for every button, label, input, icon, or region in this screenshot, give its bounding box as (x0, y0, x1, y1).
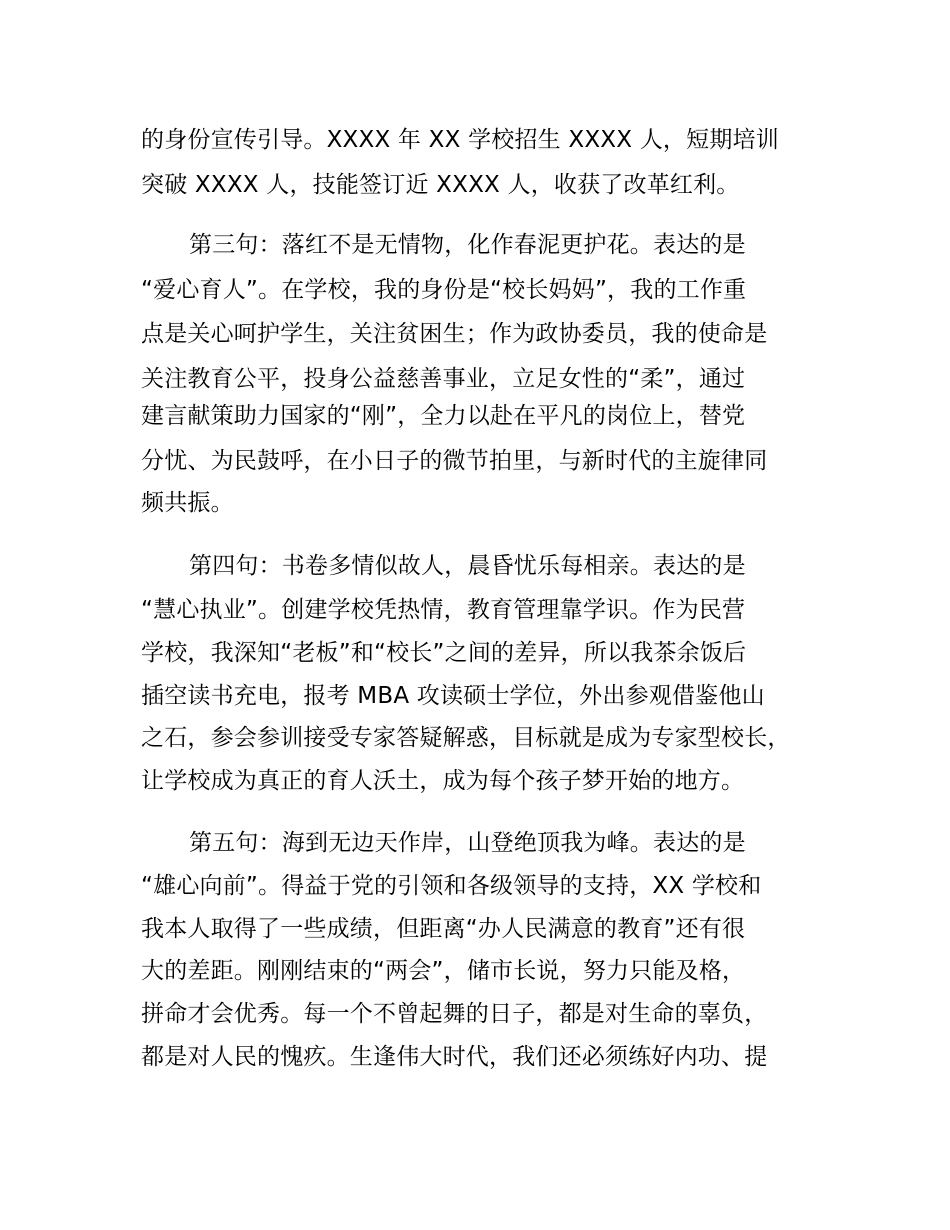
text-line: 频共振。 (141, 490, 234, 516)
text-line: 关注教育公平，投身公益慈善事业，立足女性的“柔”，通过 (141, 366, 746, 392)
text-line: 拼命才会优秀。每一个不曾起舞的日子，都是对生命的辜负， (141, 1001, 768, 1027)
text-line: 大的差距。刚刚结束的“两会”，储市长说，努力只能及格， (141, 958, 746, 984)
text-line: 我本人取得了一些成绩，但距离“办人民满意的教育”还有很 (141, 916, 746, 942)
text-line: 插空读书充电，报考 MBA 攻读硕士学位，外出参观借鉴他山 (141, 683, 765, 709)
text-line: 第四句：书卷多情似故人，晨昏忧乐每相亲。表达的是 (189, 553, 746, 579)
text-line: “慧心执业”。创建学校凭热情，教育管理靠学识。作为民营 (141, 597, 746, 623)
text-line: 的身份宣传引导。XXXX 年 XX 学校招生 XXXX 人，短期培训 (141, 127, 779, 153)
text-line: 第三句：落红不是无情物，化作春泥更护花。表达的是 (189, 232, 746, 258)
text-line: 突破 XXXX 人，技能签订近 XXXX 人，收获了改革红利。 (141, 172, 740, 198)
text-line: 学校，我深知“老板”和“校长”之间的差异，所以我茶余饭后 (141, 640, 747, 666)
text-line: 建言献策助力国家的“刚”，全力以赴在平凡的岗位上，替党 (141, 403, 746, 429)
text-line: 点是关心呵护学生，关注贫困生；作为政协委员，我的使命是 (141, 321, 768, 347)
text-line: 分忧、为民鼓呼，在小日子的微节拍里，与新时代的主旋律同 (141, 448, 768, 474)
text-line: “爱心育人”。在学校，我的身份是“校长妈妈”，我的工作重 (141, 277, 747, 303)
text-line: “雄心向前”。得益于党的引领和各级领导的支持，XX 学校和 (141, 873, 762, 899)
text-line: 第五句：海到无边天作岸，山登绝顶我为峰。表达的是 (189, 830, 746, 856)
text-line: 都是对人民的愧疚。生逢伟大时代，我们还必须练好内功、提 (141, 1044, 768, 1070)
text-line: 之石，参会参训接受专家答疑解惑，目标就是成为专家型校长， (141, 725, 791, 751)
text-line: 让学校成为真正的育人沃土，成为每个孩子梦开始的地方。 (141, 768, 745, 794)
